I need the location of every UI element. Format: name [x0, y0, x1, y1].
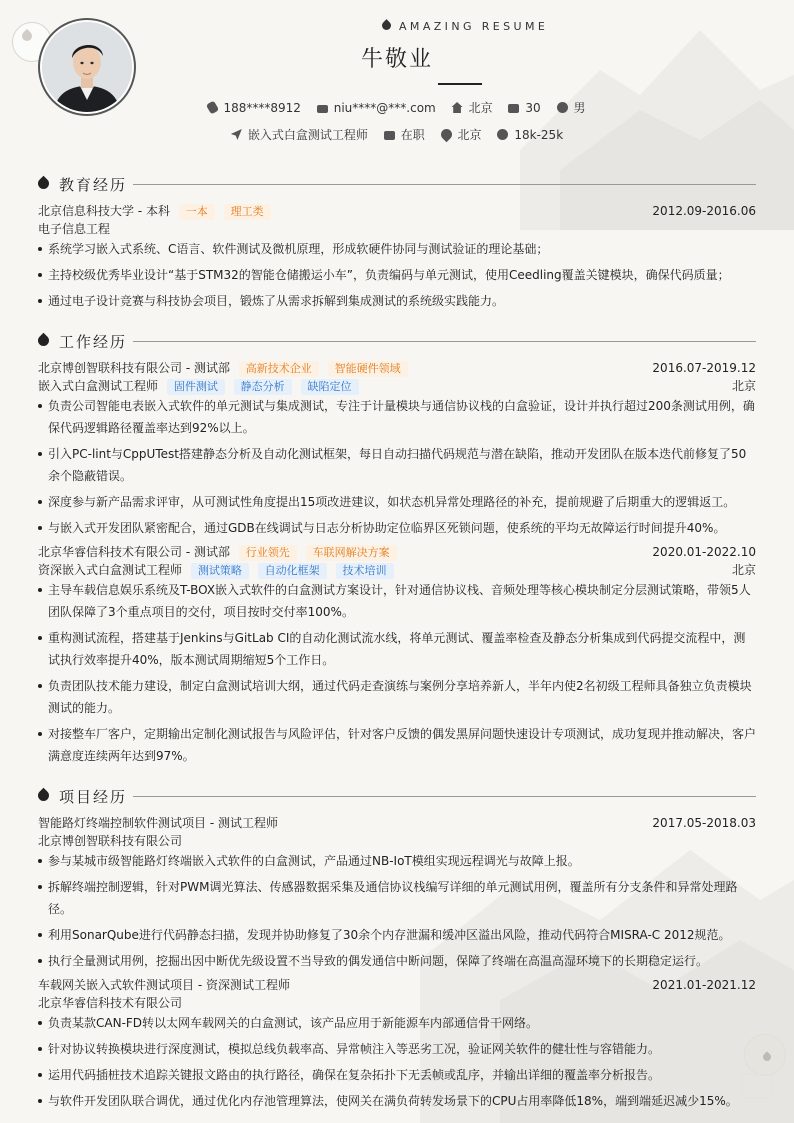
list-item: 利用SonarQube进行代码静态扫描，发现并协助修复了30余个内存泄漏和缓冲区溢出风险，推动代码符合MISRA-C 2012规范。: [38, 924, 756, 946]
phone-text: 188****8912: [223, 101, 301, 115]
job-city: 北京: [731, 379, 756, 393]
tagline: [382, 20, 548, 33]
company-row: [38, 360, 756, 376]
leaf-icon: [36, 788, 52, 804]
list-item: 对接整车厂客户，定期输出定制化测试报告与风险评估，针对客户反馈的偶发黑屏问题快速设计专项测试，成功复现并推动解决，客户满意度连续两年达到97%。: [38, 723, 756, 767]
section-header-projects: [38, 786, 756, 806]
company-name: 北京博创智联科技有限公司 - 测试部: [38, 361, 230, 375]
list-item: 引入PC-lint与CppUTest搭建静态分析及自动化测试框架，每日自动扫描代码规范与潜在缺陷，推动开发团队在版本迭代前修复了50余个隐蔽错误。: [38, 443, 756, 487]
email-item: [317, 101, 436, 115]
role-name: 资深嵌入式白盒测试工程师: [38, 563, 183, 577]
education-date: 2012.09-2016.06: [652, 204, 756, 218]
age-item: [508, 101, 540, 115]
list-item: 拆解终端控制逻辑，针对PWM调光算法、传感器数据采集及通信协议栈编写详细的单元测试用例，覆盖所有分支条件和异常处理路径。: [38, 876, 756, 920]
major-name: 电子信息工程: [38, 222, 111, 236]
send-icon: [231, 129, 242, 140]
home-icon: [452, 102, 463, 113]
role-row: [38, 562, 756, 578]
salary-item: [497, 128, 563, 142]
education-row: [38, 203, 756, 219]
list-item: 深度参与新产品需求评审，从可测试性角度提出15项改进建议，如状态机异常处理路径的补充，提前规避了后期重大的逻辑返工。: [38, 491, 756, 513]
school-tag: 一本: [179, 204, 215, 220]
list-item: 与嵌入式开发团队紧密配合，通过GDB在线调试与日志分析协助定位临界区死锁问题，使系统的平均无故障运行时间提升40%。: [38, 517, 756, 539]
company-tag: 车联网解决方案: [306, 545, 397, 561]
project-company-row: [38, 833, 756, 849]
job-intent-row: [0, 126, 794, 143]
company-tag: 智能硬件领域: [328, 361, 408, 377]
phone-icon: [206, 100, 219, 114]
scroll-top-button[interactable]: [742, 1074, 772, 1098]
status-item: [384, 126, 425, 143]
skill-tag: 测试策略: [191, 563, 249, 579]
project-name: 车载网关嵌入式软件测试项目 - 资深测试工程师: [38, 978, 290, 992]
cake-icon: [508, 104, 519, 113]
list-item: 与软件开发团队联合调优，通过优化内存池管理算法，使网关在满负荷转发场景下的CPU占用率降低18%，端到端延迟减少15%。: [38, 1090, 756, 1112]
email-text: niu****@***.com: [333, 101, 436, 115]
company-tag: 行业领先: [239, 545, 297, 561]
list-item: 主导车载信息娱乐系统及T-BOX嵌入式软件的白盒测试方案设计，针对通信协议栈、音频处理等核心模块制定分层测试策略，带领5人团队保障了3个重点项目的交付，项目按时交付率100%。: [38, 579, 756, 623]
position-text: 嵌入式白盒测试工程师: [247, 128, 368, 142]
leaf-icon: [380, 19, 393, 32]
school-tag: 理工类: [224, 204, 271, 220]
list-item: 通过电子设计竞赛与科技协会项目，锻炼了从需求拆解到集成测试的系统级实践能力。: [38, 290, 756, 312]
mail-icon: [317, 105, 328, 113]
leaf-icon: [36, 333, 52, 349]
company-name: 北京华睿信科技术有限公司 - 测试部: [38, 545, 230, 559]
list-item: 主持校级优秀毕业设计“基于STM32的智能仓储搬运小车”，负责编码与单元测试，使用Ceedling覆盖关键模块，确保代码质量；: [38, 264, 756, 286]
section-title: 项目经历: [59, 788, 128, 806]
list-item: 重构测试流程，搭建基于Jenkins与GitLab CI的自动化测试流水线，将单元测试、覆盖率检查及静态分析集成到代码提交流程中，测试执行效率提升40%，版本测试周期缩短5个工作日。: [38, 627, 756, 671]
role-name: 嵌入式白盒测试工程师: [38, 379, 159, 393]
money-icon: [497, 129, 508, 140]
location-text: 北京: [457, 128, 482, 142]
school-name: 北京信息科技大学 - 本科: [38, 204, 170, 218]
skill-tag: 固件测试: [167, 379, 225, 395]
skill-tag: 静态分析: [234, 379, 292, 395]
position-item: [231, 126, 368, 143]
gender-item: [557, 99, 586, 116]
list-item: 参与某城市级智能路灯终端嵌入式软件的白盒测试，产品通过NB-IoT模组实现远程调光与故障上报。: [38, 850, 756, 872]
leaf-icon: [36, 176, 52, 192]
section-divider: [133, 184, 756, 185]
job-date: 2020.01-2022.10: [652, 545, 756, 559]
age-text: 30: [525, 101, 541, 115]
city-item: [452, 99, 493, 116]
name-underline: [438, 83, 482, 85]
gender-text: 男: [573, 101, 586, 115]
section-divider: [133, 341, 756, 342]
section-title: 教育经历: [59, 176, 128, 194]
section-title: 工作经历: [59, 333, 128, 351]
tagline-text: AMAZING RESUME: [399, 20, 549, 33]
project-company: 北京华睿信科技术有限公司: [38, 996, 183, 1010]
section-header-education: [38, 174, 756, 194]
list-item: 负责团队技术能力建设，制定白盒测试培训大纲，通过代码走查演练与案例分享培养新人，半年内使2名初级工程师具备独立负责模块测试的能力。: [38, 675, 756, 719]
candidate-name: 牛敬业: [360, 47, 433, 72]
briefcase-icon: [384, 131, 395, 140]
job-date: 2016.07-2019.12: [652, 361, 756, 375]
section-header-work: [38, 331, 756, 351]
project-company: 北京博创智联科技有限公司: [38, 834, 183, 848]
job-city: 北京: [731, 563, 756, 577]
contact-row: [0, 99, 794, 116]
phone-item: [208, 101, 300, 115]
company-row: [38, 544, 756, 560]
project-row: [38, 815, 756, 831]
list-item: 运用代码插桩技术追踪关键报文路由的执行路径，确保在复杂拓扑下无丢帧或乱序，并输出详细的覆盖率分析报告。: [38, 1064, 756, 1086]
city-text: 北京: [468, 101, 493, 115]
skill-tag: 缺陷定位: [301, 379, 359, 395]
company-tag: 高新技术企业: [239, 361, 319, 377]
list-item: 系统学习嵌入式系统、C语言、软件测试及微机原理，形成软硬件协同与测试验证的理论基础；: [38, 238, 756, 260]
list-item: 执行全量测试用例，挖掘出因中断优先级设置不当导致的偶发通信中断问题，保障了终端在高温高湿环境下的长期稳定运行。: [38, 950, 756, 972]
location-item: [441, 126, 482, 143]
list-item: 负责某款CAN-FD转以太网车载网关的白盒测试，该产品应用于新能源车内部通信骨干网络。: [38, 1012, 756, 1034]
major-row: [38, 221, 756, 237]
project-company-row: [38, 995, 756, 1011]
skill-tag: 自动化框架: [258, 563, 327, 579]
salary-text: 18k-25k: [514, 128, 564, 142]
status-text: 在职: [400, 128, 425, 142]
project-row: [38, 977, 756, 993]
role-row: [38, 378, 756, 394]
list-item: 负责公司智能电表嵌入式软件的单元测试与集成测试，专注于计量模块与通信协议栈的白盒验证，设计并执行超过200条测试用例，确保代码逻辑路径覆盖率达到92%以上。: [38, 395, 756, 439]
project-date: 2021.01-2021.12: [652, 978, 756, 992]
list-item: 针对协议转换模块进行深度测试，模拟总线负载率高、异常帧注入等恶劣工况，验证网关软件的健壮性与容错能力。: [38, 1038, 756, 1060]
project-name: 智能路灯终端控制软件测试项目 - 测试工程师: [38, 816, 278, 830]
skill-tag: 技术培训: [336, 563, 394, 579]
project-date: 2017.05-2018.03: [652, 816, 756, 830]
location-pin-icon: [438, 127, 454, 143]
gender-icon: [557, 102, 568, 113]
section-divider: [133, 796, 756, 797]
